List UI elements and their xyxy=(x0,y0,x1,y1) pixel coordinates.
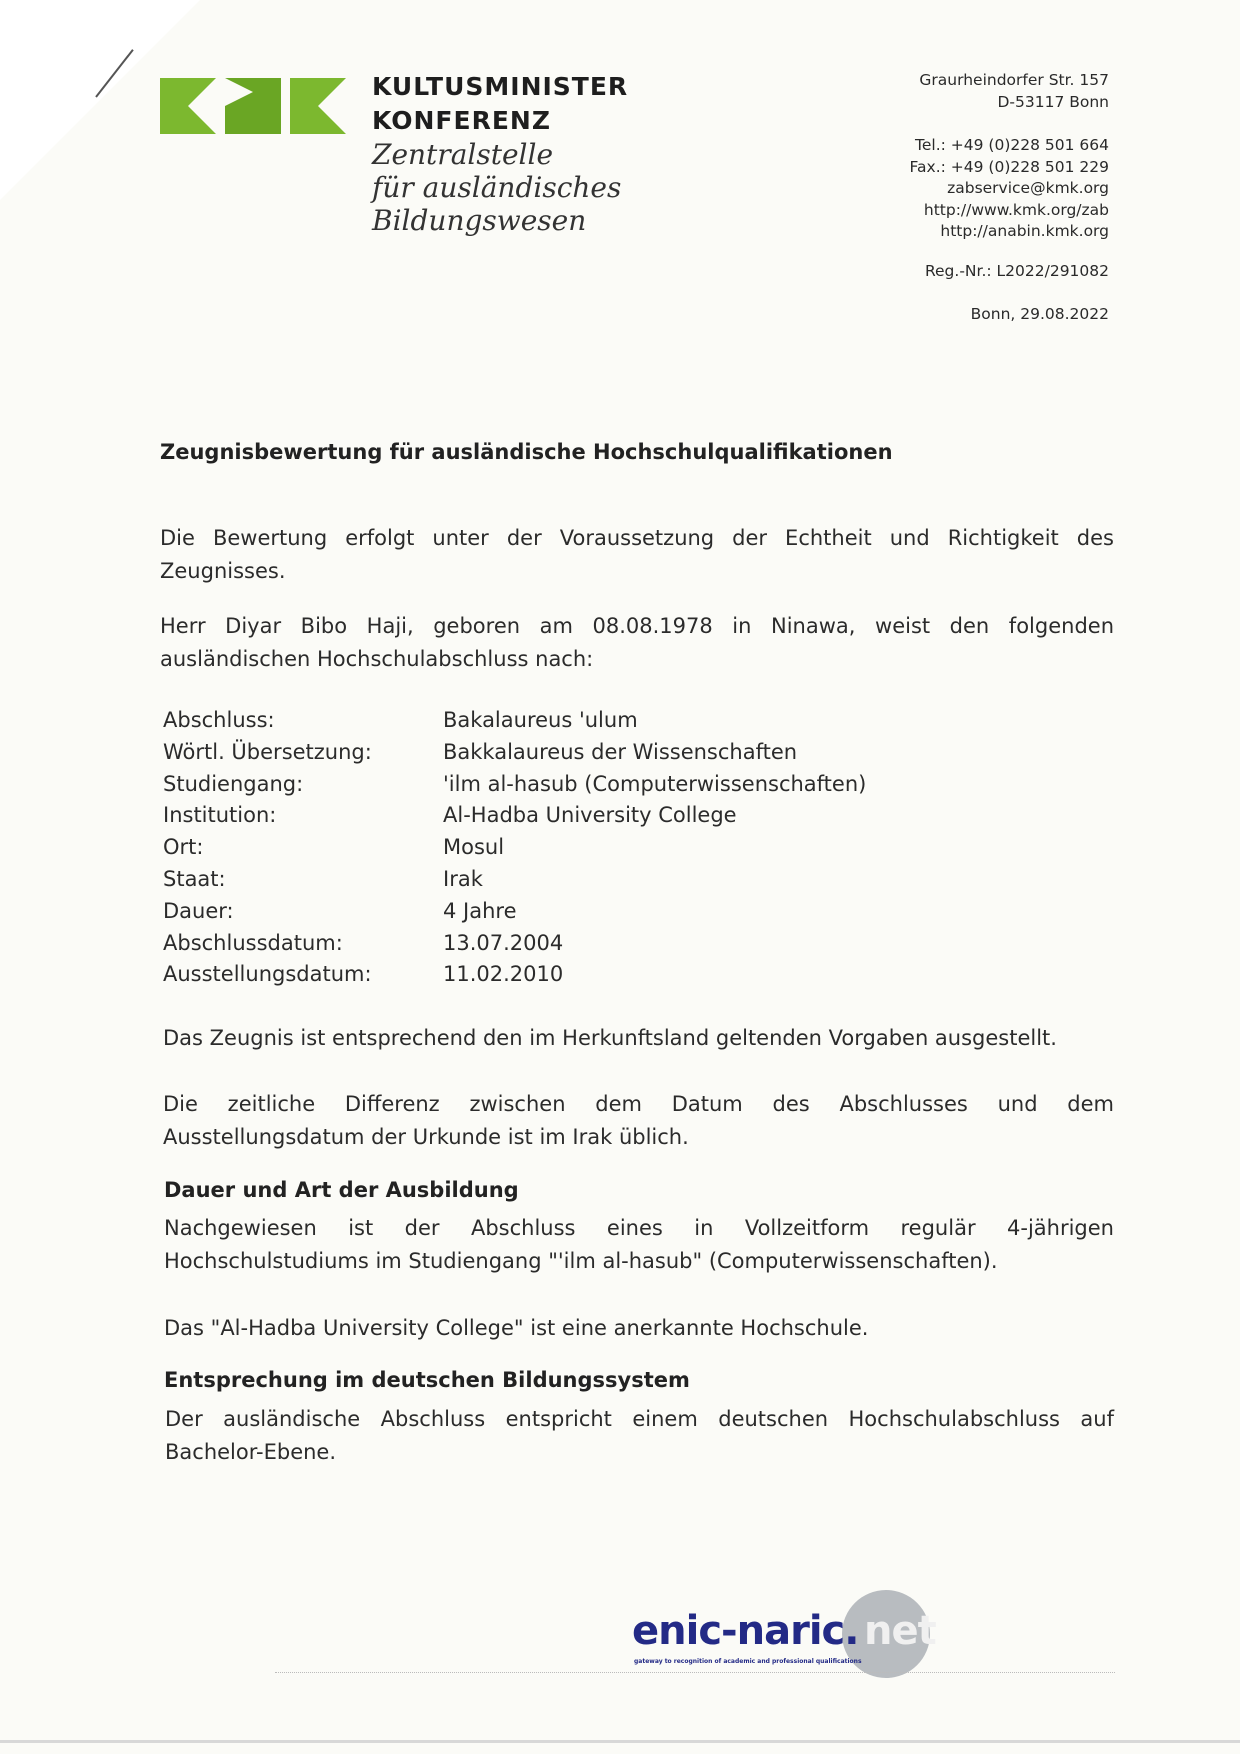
registration-number: Reg.-Nr.: L2022/291082 xyxy=(924,261,1109,280)
enic-logo-net: net xyxy=(864,1608,936,1654)
paragraph-date-difference: Die zeitliche Differenz zwischen dem Datum des Abschlusses und dem Ausstellungsdatum der Urkunde ist im Irak üblich. xyxy=(163,1092,1114,1149)
document-date: Bonn, 29.08.2022 xyxy=(970,305,1109,323)
kmk-logo-k2 xyxy=(290,78,346,134)
detail-value: 'ilm al-hasub (Computerwissenschaften) xyxy=(443,771,867,796)
paragraph-equivalence: Der ausländische Abschluss entspricht einem deutschen Hochschulabschluss auf Bachelor-Ebene. xyxy=(165,1407,1114,1464)
address-web-anabin: http://anabin.kmk.org xyxy=(940,222,1109,240)
detail-label: Institution: xyxy=(163,803,277,828)
paragraph-issued: Das Zeugnis ist entsprechend den im Herkunftsland geltenden Vorgaben ausgestellt. xyxy=(163,1026,1057,1050)
footer-dotted-line xyxy=(275,1672,1115,1673)
brand-sub-3: Bildungswesen xyxy=(372,204,587,237)
section-heading-equivalence: Entsprechung im deutschen Bildungssystem xyxy=(164,1368,690,1392)
brand-line-1: KULTUSMINISTER xyxy=(372,72,629,101)
degree-details xyxy=(163,705,866,991)
detail-row xyxy=(163,800,866,832)
detail-value: Mosul xyxy=(443,835,505,860)
kmk-logo-m xyxy=(225,78,281,134)
detail-row xyxy=(163,959,866,991)
enic-naric-logo xyxy=(632,1590,982,1685)
detail-value: 13.07.2004 xyxy=(443,930,564,955)
detail-value: Bakalaureus 'ulum xyxy=(443,708,638,732)
address-web-zab: http://www.kmk.org/zab xyxy=(923,200,1109,219)
detail-label: Abschluss: xyxy=(163,708,275,732)
detail-row xyxy=(163,864,866,896)
address-email: zabservice@kmk.org xyxy=(947,179,1109,197)
document-title: Zeugnisbewertung für ausländische Hochschulqualifikationen xyxy=(160,440,893,464)
enic-logo-text: enic-naric. xyxy=(632,1608,859,1654)
brand-sub-1: Zentralstelle xyxy=(372,138,554,171)
paragraph-person: Herr Diyar Bibo Haji, geboren am 08.08.1978 in Ninawa, weist den folgenden ausländischen Hochschulabschluss nach: xyxy=(160,614,1114,671)
detail-label: Ausstellungsdatum: xyxy=(163,962,372,987)
detail-row xyxy=(163,928,866,960)
detail-label: Ort: xyxy=(163,835,204,860)
detail-value: Irak xyxy=(443,866,483,891)
address-city: D-53117 Bonn xyxy=(997,92,1109,111)
detail-row xyxy=(163,832,866,864)
address-tel: Tel.: +49 (0)228 501 664 xyxy=(915,136,1109,154)
address-block xyxy=(910,70,1109,326)
detail-value: 4 Jahre xyxy=(443,898,517,923)
detail-value: Bakkalaureus der Wissenschaften xyxy=(443,739,798,764)
kmk-logo-icon xyxy=(160,78,346,134)
brand-block xyxy=(372,70,628,237)
section-heading-duration: Dauer und Art der Ausbildung xyxy=(164,1178,519,1202)
detail-value: Al-Hadba University College xyxy=(443,803,737,828)
detail-label: Wörtl. Übersetzung: xyxy=(163,739,372,764)
detail-label: Staat: xyxy=(163,866,226,891)
detail-row xyxy=(163,896,866,928)
detail-row xyxy=(163,769,866,801)
detail-label: Abschlussdatum: xyxy=(163,930,343,955)
detail-row xyxy=(163,705,866,737)
brand-line-2: KONFERENZ xyxy=(372,106,551,135)
paragraph-institution-recognized: Das "Al-Hadba University College" ist eine anerkannte Hochschule. xyxy=(164,1316,869,1340)
paragraph-study-duration: Nachgewiesen ist der Abschluss eines in Vollzeitform regulär 4-jährigen Hochschulstudiums im Studiengang "'ilm al-hasub" (Computerwissenschaften). xyxy=(164,1216,1114,1273)
scan-bottom-edge xyxy=(0,1740,1240,1743)
kmk-logo-k1 xyxy=(160,78,216,134)
enic-tagline: gateway to recognition of academic and professional qualifications xyxy=(634,1658,862,1665)
detail-row xyxy=(163,737,866,769)
brand-sub-2: für ausländisches xyxy=(372,171,622,204)
detail-value: 11.02.2010 xyxy=(443,962,564,987)
detail-label: Studiengang: xyxy=(163,771,304,796)
paragraph-validity: Die Bewertung erfolgt unter der Voraussetzung der Echtheit und Richtigkeit des Zeugnisses. xyxy=(160,526,1114,583)
detail-label: Dauer: xyxy=(163,898,234,923)
address-fax: Fax.: +49 (0)228 501 229 xyxy=(909,157,1109,176)
address-street: Graurheindorfer Str. 157 xyxy=(919,71,1109,89)
